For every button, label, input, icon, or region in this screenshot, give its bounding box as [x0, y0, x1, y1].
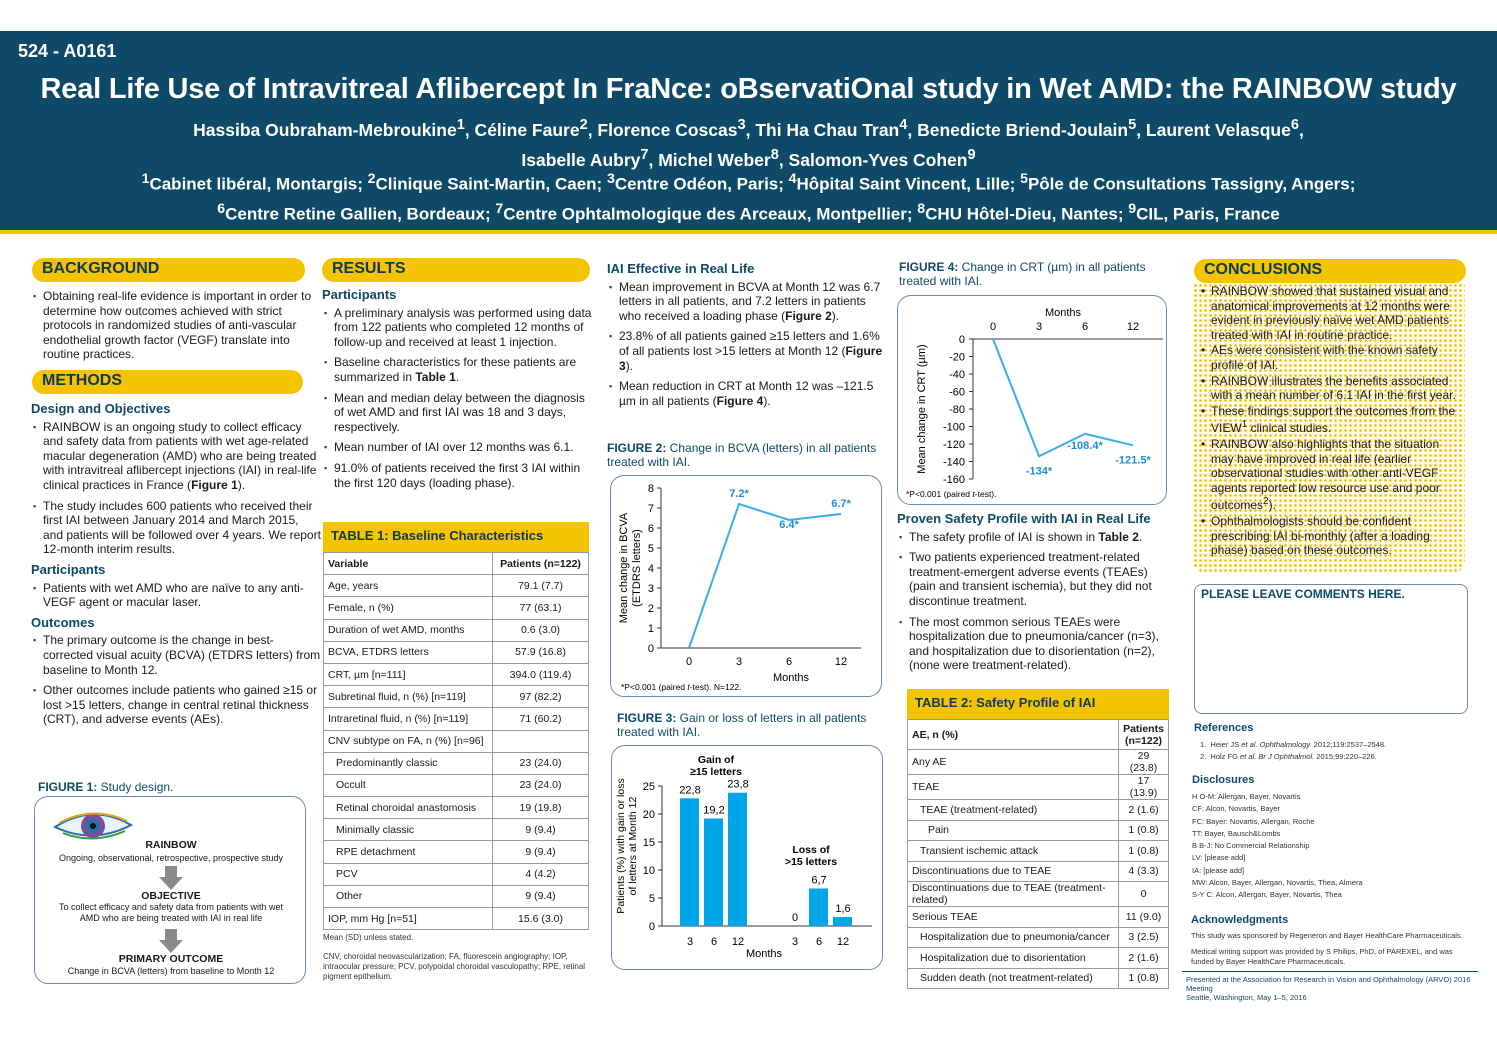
- fig1-name-desc: Ongoing, observational, retrospective, prospective study: [58, 853, 284, 863]
- acknowledgment-item: This study was sponsored by Regeneron and Bayer HealthCare Pharmaceuticals.: [1191, 931, 1463, 940]
- efficacy-heading: IAI Effective in Real Life: [607, 261, 755, 276]
- y-tick-label: 2: [647, 603, 654, 615]
- figure3-chart: [612, 746, 884, 971]
- table-cell-label: Duration of wet AMD, months: [324, 619, 493, 641]
- table-cell-label: CNV subtype on FA, n (%) [n=96]: [324, 730, 493, 752]
- table-row: [908, 968, 1169, 989]
- table-cell-value: 29 (23.8): [1119, 750, 1169, 775]
- y-tick-label: 6: [647, 523, 654, 535]
- table-row: [324, 641, 589, 663]
- design-list: [31, 420, 321, 557]
- y-tick-label: -60: [949, 386, 965, 399]
- table-row: [908, 820, 1169, 841]
- references-section: [1194, 716, 1470, 764]
- table-cell-value: 4 (4.2): [493, 863, 589, 885]
- x-tick-label: 6: [1081, 321, 1089, 333]
- poster-header: [0, 31, 1497, 230]
- figure3-caption: FIGURE 3: Gain or loss of letters in all patients treated with IAI.: [617, 711, 867, 739]
- table-cell-value: 57.9 (16.8): [493, 641, 589, 663]
- table-row: [908, 861, 1169, 882]
- disclosures-heading: Disclosures: [1192, 774, 1255, 786]
- figure2-chart: [611, 476, 883, 698]
- table-row: [908, 750, 1169, 775]
- reference-item: 1. Heier JS et al. Ophthalmology. 2012;119:2537–2548.: [1200, 740, 1387, 749]
- disclosures-list: [1192, 791, 1468, 902]
- results-bullet: ▪ Baseline characteristics for these patients are summarized in Table 1.: [324, 355, 594, 384]
- outcomes-bullet: ▪ The primary outcome is the change in best-corrected visual acuity (BCVA) (ETDRS letters) from baseline to Month 12.: [33, 633, 321, 677]
- y-tick-label: -20: [949, 351, 965, 364]
- table-cell-label: TEAE: [908, 775, 1119, 800]
- figure4-box: [897, 295, 1167, 505]
- header-divider: [0, 230, 1497, 234]
- results-heading: RESULTS: [322, 258, 590, 282]
- disclosure-item: LV: [please add]: [1192, 853, 1246, 863]
- conclusion-bullet: • These findings support the outcomes from the VIEW$^1$ clinical studies.: [1199, 404, 1459, 436]
- data-label: 0: [791, 912, 799, 924]
- table-cell-value: 3 (2.5): [1119, 927, 1169, 948]
- x-tick-label: 6: [815, 936, 823, 948]
- acknowledgments-section: [1191, 908, 1471, 973]
- table-row: [324, 797, 589, 819]
- table-cell-value: 23 (24.0): [493, 752, 589, 774]
- bar: [704, 818, 723, 926]
- x-tick-label: 12: [1126, 321, 1140, 333]
- results-bullet: ▪ Mean and median delay between the diagnosis of wet AMD and first IAI was 18 and 3 days, respectively.: [324, 391, 594, 435]
- bar: [680, 798, 699, 926]
- table-cell-value: 9 (9.4): [493, 819, 589, 841]
- table1-abbrev: CNV, choroidal neovascularization; FA, fluorescein angiography; IOP, intraocular pressure; PCV, polypoidal choroidal vasculopathy; RPE, retinal pigment epithelium.: [323, 952, 586, 982]
- data-label: 1,6: [835, 903, 851, 916]
- figure2-box: [610, 475, 882, 697]
- table-cell-value: 77 (63.1): [493, 597, 589, 619]
- fig1-objective-head: OBJECTIVE: [141, 890, 201, 902]
- table-row: [908, 907, 1169, 928]
- table-cell-label: Intraretinal fluid, n (%) [n=119]: [324, 708, 493, 730]
- table-cell-label: Occult: [324, 774, 493, 796]
- table-cell-label: Any AE: [908, 750, 1119, 775]
- y-tick-label: 8: [647, 483, 654, 495]
- safety-bullet: ▪ Two patients experienced treatment-related treatment-emergent adverse events (TEAEs) (pain and transient ischemia), but they did not discontinue treatment.: [899, 550, 1175, 608]
- reference-item: 2. Holz FG et al. Br J Ophthalmol. 2015;99:220–226.: [1200, 752, 1377, 762]
- y-tick-label: -40: [949, 369, 965, 381]
- table-cell-label: TEAE (treatment-related): [908, 800, 1119, 821]
- table2: [907, 689, 1169, 989]
- y-tick-label: 0: [647, 643, 654, 655]
- table-cell-value: 97 (82.2): [493, 686, 589, 708]
- table-header-cell: Variable: [324, 553, 493, 575]
- figure1-caption: FIGURE 1: Study design.: [38, 780, 174, 794]
- x-tick-label: 3: [791, 936, 799, 948]
- table-cell-label: Retinal choroidal anastomosis: [324, 797, 493, 819]
- background-text: ▪ Obtaining real-life evidence is important in order to determine how outcomes achieved with strict protocols in randomized studies of anti-vascular endothelial growth factor (VEGF) translate into routine practices.: [33, 289, 318, 362]
- table1: [323, 522, 589, 982]
- references-heading: References: [1194, 722, 1254, 734]
- acknowledgments-heading: Acknowledgments: [1191, 914, 1289, 926]
- disclosure-item: IA: [please add]: [1192, 865, 1245, 875]
- table-row: [324, 619, 589, 641]
- conclusions-heading: CONCLUSIONS: [1194, 259, 1466, 283]
- y-tick-label: 4: [647, 563, 654, 575]
- table1-grid: [323, 552, 589, 930]
- conclusions-box: [1193, 283, 1465, 573]
- table-cell-value: 9 (9.4): [493, 841, 589, 863]
- y-tick-label: 5: [648, 893, 655, 905]
- y-tick-label: 5: [647, 543, 654, 555]
- authors: Hassiba Oubraham-Mebroukine$^1$, Céline Faure$^2$, Florence Coscas$^3$, Thi Ha Chau Tran$^4$, Benedicte Briend-Joulain$^5$, Laurent Velasque$^6$, Isabelle Aubry$^7$, Michel Weber$^8$, Salomon-Yves Cohen$^9$: [193, 117, 1304, 170]
- table-cell-label: RPE detachment: [324, 841, 493, 863]
- figure2-caption: FIGURE 2: Change in BCVA (letters) in all patients treated with IAI.: [607, 441, 877, 469]
- y-tick-label: -160: [942, 474, 965, 486]
- table-cell-value: [493, 730, 589, 752]
- table-cell-label: PCV: [324, 863, 493, 885]
- table-cell-label: Transient ischemic attack: [908, 841, 1119, 862]
- table-cell-value: 71 (60.2): [493, 708, 589, 730]
- conclusion-bullet: • RAINBOW also highlights that the situation may have improved in real life (earlier observational studies with other anti-VEGF agents reported low resource use and poor outcomes$^2$).: [1199, 437, 1459, 513]
- table-cell-value: 4 (3.3): [1119, 861, 1169, 882]
- results-participants-list: [322, 306, 594, 491]
- y-tick-label: 0: [648, 921, 655, 933]
- x-axis-label: Months: [1044, 307, 1082, 319]
- table-row: [324, 841, 589, 863]
- figure2-note: *P<0.001 (paired t-test). N=122.: [621, 682, 742, 692]
- disclosure-item: B B-J: No Commercial Relationship: [1192, 841, 1310, 851]
- y-tick-label: 10: [642, 865, 655, 877]
- background-heading: BACKGROUND: [32, 258, 305, 282]
- x-tick-label: 12: [836, 936, 850, 948]
- y-tick-label: 15: [642, 837, 655, 849]
- participants-bullet: ▪ Patients with wet AMD who are naïve to any anti-VEGF agent or macular laser.: [33, 581, 321, 610]
- table-cell-value: 17 (13.9): [1119, 775, 1169, 800]
- y-axis-label: of letters at Month 12: [627, 796, 639, 896]
- y-tick-label: -100: [942, 421, 965, 434]
- references-list: [1194, 739, 1470, 764]
- safety-list: [897, 530, 1175, 673]
- conclusion-bullet: • RAINBOW showed that sustained visual and anatomical improvements at 12 months were evident in previously naïve wet AMD patients treated with IAI in routine practice.: [1199, 284, 1459, 342]
- table-cell-label: Discontinuations due to TEAE: [908, 861, 1119, 882]
- y-tick-label: 3: [647, 583, 654, 595]
- data-label: -134*: [1025, 465, 1053, 478]
- y-tick-label: 1: [647, 623, 654, 635]
- participants-heading: Participants: [31, 561, 106, 577]
- disclosures-section: [1192, 768, 1468, 902]
- results-bullet: ▪ A preliminary analysis was performed using data from 122 patients who completed 12 months of follow-up and received at least 1 injection.: [324, 306, 594, 350]
- presented-line: Seattle, Washington, May 1–5, 2016: [1186, 993, 1307, 1002]
- table-cell-label: Hospitalization due to pneumonia/cancer: [908, 927, 1119, 948]
- table-cell-value: 394.0 (119.4): [493, 663, 589, 685]
- table-row: [908, 775, 1169, 800]
- y-axis-label: Patients (%) with gain or loss: [615, 778, 627, 914]
- y-tick-label: 25: [642, 781, 655, 793]
- figure4-note: *P<0.001 (paired t-test).: [906, 489, 997, 499]
- data-label: 6.7*: [831, 498, 851, 510]
- table-cell-label: Discontinuations due to TEAE (treatment-related): [908, 882, 1119, 907]
- y-tick-label: 0: [958, 334, 965, 346]
- table-row: [908, 927, 1169, 948]
- results-bullet: ▪ 91.0% of patients received the first 3 IAI within the first 120 days (loading phase).: [324, 461, 594, 490]
- table-cell-label: Predominantly classic: [324, 752, 493, 774]
- table2-grid: [907, 719, 1169, 989]
- x-axis-label: Months: [745, 948, 783, 960]
- disclosure-item: S-Y C: Alcon, Allergan, Bayer, Novartis, Thea: [1192, 890, 1342, 900]
- x-tick-label: 3: [735, 656, 743, 668]
- table-header-cell: AE, n (%): [908, 720, 1119, 750]
- table-row: [324, 686, 589, 708]
- y-tick-label: 7: [647, 503, 654, 515]
- y-tick-label: -80: [949, 404, 965, 416]
- fig1-objective: To collect efficacy and safety data from patients with wet AMD who are being treated with IAI in real life: [59, 902, 283, 923]
- data-label: -108.4*: [1067, 439, 1103, 452]
- acknowledgment-item: Medical writing support was provided by S Philips, PhD, of PAREXEL, and was funded by Bayer HealthCare Pharmaceuticals.: [1191, 947, 1453, 966]
- table-row: [324, 752, 589, 774]
- x-tick-label: 3: [1035, 321, 1043, 333]
- outcomes-bullet: ▪ Other outcomes include patients who gained ≥15 or lost >15 letters, change in central retinal thickness (CRT), and adverse events (AEs).: [33, 683, 321, 727]
- table-cell-label: BCVA, ETDRS letters: [324, 641, 493, 663]
- table-cell-value: 11 (9.0): [1119, 907, 1169, 928]
- figure4-caption: FIGURE 4: Change in CRT (µm) in all patients treated with IAI.: [899, 260, 1146, 288]
- y-axis-label: (ETDRS letters): [631, 529, 643, 607]
- efficacy-bullet: ▪ Mean improvement in BCVA at Month 12 was 6.7 letters in all patients, and 7.2 letters in patients who received a loading phase (Figure 2).: [609, 280, 883, 324]
- disclosure-item: TT: Bayer, Bausch&Lombs: [1192, 828, 1281, 838]
- y-tick-label: -140: [942, 456, 965, 469]
- background-section: [33, 289, 318, 368]
- table-row: [324, 885, 589, 907]
- x-tick-label: 12: [731, 936, 745, 948]
- safety-bullet: ▪ The most common serious TEAEs were hospitalization due to pneumonia/cancer (n=3), and hospitalization due to disorientation (n=2), (none were treatment-related).: [899, 615, 1175, 673]
- group-title: ≥15 letters: [690, 766, 742, 778]
- outcomes-heading: Outcomes: [31, 614, 95, 630]
- efficacy-bullet: ▪ 23.8% of all patients gained ≥15 letters and 1.6% of all patients lost >15 letters at Month 12 (Figure 3).: [609, 329, 883, 373]
- poster-title: Real Life Use of Intravitreal Aflibercept In FraNce: oBservatiOnal study in Wet AMD: the RAINBOW study: [40, 73, 1457, 105]
- y-tick-label: 20: [642, 809, 655, 821]
- table-row: [908, 948, 1169, 969]
- x-tick-label: 12: [834, 656, 848, 668]
- design-bullet: ▪ The study includes 600 patients who received their first IAI between January 2014 and March 2015, and patients will be followed over 4 years. We report 12-month interim results.: [33, 499, 321, 557]
- presented-footer: [1182, 971, 1478, 1002]
- disclosure-item: H O-M: Allergan, Bayer, Novartis: [1192, 792, 1301, 801]
- disclosure-item: MW: Alcon, Bayer, Allergan, Novartis, Thea, Almera: [1192, 878, 1363, 888]
- table-row: [324, 730, 589, 752]
- fig1-name: RAINBOW: [145, 839, 197, 851]
- y-tick-label: -120: [942, 439, 965, 451]
- table-cell-value: 0.6 (3.0): [493, 619, 589, 641]
- table-cell-value: 2 (1.6): [1119, 948, 1169, 969]
- table-cell-value: 0: [1119, 882, 1169, 907]
- table-cell-label: Female, n (%): [324, 597, 493, 619]
- table-cell-label: Serious TEAE: [908, 907, 1119, 928]
- efficacy-list: [607, 280, 883, 409]
- table-cell-value: 1 (0.8): [1119, 841, 1169, 862]
- efficacy-bullet: ▪ Mean reduction in CRT at Month 12 was –121.5 µm in all patients (Figure 4).: [609, 379, 883, 408]
- bar: [833, 917, 852, 926]
- table-cell-value: 79.1 (7.7): [493, 575, 589, 597]
- group-title: Loss of: [792, 844, 830, 856]
- table-cell-label: Age, years: [324, 575, 493, 597]
- disclosure-item: FC: Bayer: Novartis, Allergan, Roche: [1192, 816, 1315, 826]
- bar: [809, 888, 828, 926]
- bar: [728, 793, 747, 926]
- poster-id: 524 - A0161: [18, 41, 117, 61]
- data-label: 7.2*: [729, 488, 749, 500]
- conclusion-bullet: • Ophthalmologists should be confident prescribing IAI bi-monthly (after a loading phase) based on these outcomes.: [1199, 514, 1459, 558]
- outcomes-list: [31, 633, 321, 727]
- conclusions-list: [1193, 283, 1465, 558]
- safety-section: [897, 508, 1175, 679]
- table-cell-value: 1 (0.8): [1119, 820, 1169, 841]
- data-label: 6,7: [811, 874, 827, 887]
- methods-section: [31, 398, 321, 733]
- arrow-down-icon: [159, 866, 183, 890]
- table-cell-label: Pain: [908, 820, 1119, 841]
- comments-box[interactable]: [1194, 584, 1468, 714]
- data-label: 6.4*: [779, 519, 799, 531]
- table-row: [908, 800, 1169, 821]
- table1-note: Mean (SD) unless stated.: [323, 933, 414, 943]
- conclusion-bullet: • RAINBOW illustrates the benefits associated with a mean number of 6.1 IAI in the first year.: [1199, 374, 1459, 403]
- table-row: [324, 819, 589, 841]
- table-row: [324, 863, 589, 885]
- group-title: >15 letters: [784, 856, 838, 868]
- y-axis-label: Mean change in BCVA: [618, 512, 630, 624]
- x-tick-label: 0: [989, 321, 997, 333]
- fig1-outcome: Change in BCVA (letters) from baseline to Month 12: [67, 966, 275, 976]
- table-header-cell: Patients (n=122): [1119, 720, 1169, 750]
- group-title: Gain of: [697, 754, 735, 766]
- table-cell-label: Minimally classic: [324, 819, 493, 841]
- methods-heading: METHODS: [32, 370, 303, 394]
- figure4-chart: [898, 296, 1168, 506]
- table-cell-value: 2 (1.6): [1119, 800, 1169, 821]
- arrow-down-icon: [159, 929, 183, 953]
- affiliations: $^1$Cabinet libéral, Montargis; $^2$Clinique Saint-Martin, Caen; $^3$Centre Odéon, Paris; $^4$Hôpital Saint Vincent, Lille; $^5$Pôle de Consultations Tassigny, Angers; $^6$Centre Retine Gallien, Bordeaux; $^7$Centre Ophtalmologique des Arceaux, Montpellier; $^8$CHU Hôtel-Dieu, Nantes; $^9$CIL, Paris, France: [141, 171, 1356, 224]
- data-label: 23,8: [727, 778, 749, 791]
- data-label: -121.5*: [1115, 454, 1151, 467]
- table-row: [324, 597, 589, 619]
- series-line: [689, 504, 841, 648]
- safety-bullet: ▪ The safety profile of IAI is shown in Table 2.: [899, 530, 1175, 545]
- y-axis-label: Mean change in CRT (µm): [916, 344, 928, 474]
- x-tick-label: 6: [710, 936, 718, 948]
- series-line: [993, 339, 1133, 456]
- participants-list: [31, 581, 321, 610]
- figure3-box: [611, 745, 883, 970]
- table-cell-label: Hospitalization due to disorientation: [908, 948, 1119, 969]
- comments-label: PLEASE LEAVE COMMENTS HERE.: [1201, 587, 1405, 601]
- presented-line: Presented at the Association for Research in Vision and Ophthalmology (ARVO) 2016 Meeting: [1186, 975, 1471, 993]
- table-row: [324, 908, 589, 930]
- safety-heading: Proven Safety Profile with IAI in Real Life: [897, 511, 1151, 526]
- x-axis-label: Months: [772, 672, 810, 684]
- table-cell-value: 1 (0.8): [1119, 968, 1169, 989]
- fig1-outcome-head: PRIMARY OUTCOME: [118, 953, 224, 965]
- table-row: [908, 841, 1169, 862]
- data-label: 19,2: [703, 804, 725, 817]
- x-tick-label: 6: [785, 656, 793, 668]
- results-bullet: ▪ Mean number of IAI over 12 months was 6.1.: [324, 440, 594, 455]
- x-tick-label: 3: [686, 936, 694, 948]
- table-cell-value: 19 (19.8): [493, 797, 589, 819]
- table-header-row: [324, 553, 589, 575]
- table-cell-label: Other: [324, 885, 493, 907]
- table-cell-value: 23 (24.0): [493, 774, 589, 796]
- x-tick-label: 0: [685, 656, 693, 668]
- efficacy-section: [607, 258, 883, 414]
- design-heading: Design and Objectives: [31, 401, 171, 416]
- table1-title: TABLE 1: Baseline Characteristics: [323, 522, 589, 552]
- acknowledgments-list: [1191, 931, 1471, 967]
- table-row: [324, 575, 589, 597]
- table-cell-label: Subretinal fluid, n (%) [n=119]: [324, 686, 493, 708]
- table-cell-value: 9 (9.4): [493, 885, 589, 907]
- presented-text: [1186, 975, 1478, 1002]
- table2-title: TABLE 2: Safety Profile of IAI: [907, 689, 1169, 719]
- figure1-box: [34, 796, 306, 984]
- data-label: 22,8: [679, 784, 701, 797]
- table-row: [324, 663, 589, 685]
- table-cell-label: Sudden death (not treatment-related): [908, 968, 1119, 989]
- table-cell-label: IOP, mm Hg [n=51]: [324, 908, 493, 930]
- disclosure-item: CF: Alcon, Novartis, Bayer: [1192, 804, 1280, 814]
- design-bullet: ▪ RAINBOW is an ongoing study to collect efficacy and safety data from patients with wet age-related macular degeneration (AMD) who are being treated with intravitreal aflibercept injections (IAI) in real-life clinical practices in France (Figure 1).: [33, 420, 321, 493]
- table-header-row: [908, 720, 1169, 750]
- table-cell-value: 15.6 (3.0): [493, 908, 589, 930]
- table-row: [324, 708, 589, 730]
- table-cell-label: CRT, µm [n=111]: [324, 663, 493, 685]
- table-row: [908, 882, 1169, 907]
- results-section: [322, 284, 594, 496]
- table-row: [324, 774, 589, 796]
- results-participants-heading: Participants: [322, 287, 397, 302]
- conclusion-bullet: • AEs were consistent with the known safety profile of IAI.: [1199, 343, 1459, 372]
- table-header-cell: Patients (n=122): [493, 553, 589, 575]
